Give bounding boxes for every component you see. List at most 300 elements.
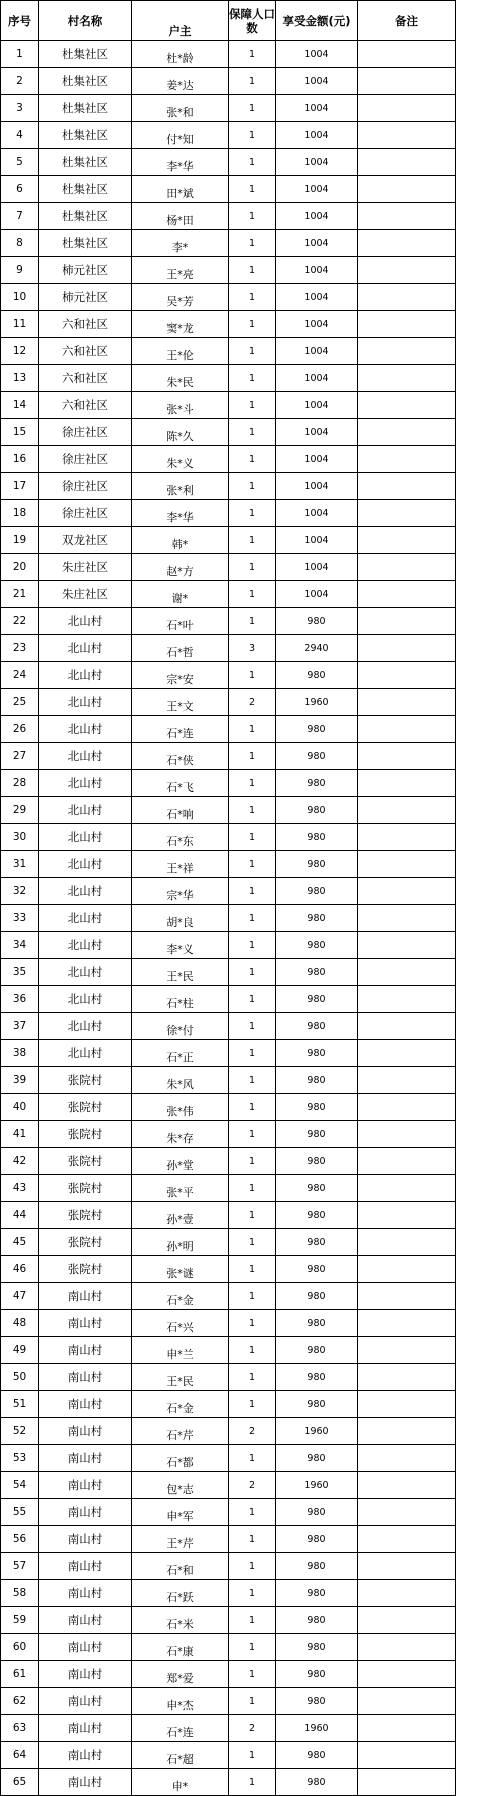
cell-village: 南山村 bbox=[39, 1688, 132, 1715]
cell-amount: 980 bbox=[276, 1607, 358, 1634]
header-index: 序号 bbox=[1, 1, 39, 41]
cell-population: 1 bbox=[229, 716, 276, 743]
table-row bbox=[1, 797, 456, 824]
cell-index: 7 bbox=[1, 203, 39, 230]
cell-amount: 1004 bbox=[276, 203, 358, 230]
cell-population: 1 bbox=[229, 1094, 276, 1121]
cell-village: 张院村 bbox=[39, 1202, 132, 1229]
table-row bbox=[1, 122, 456, 149]
cell-householder: 张*和 bbox=[132, 95, 229, 122]
cell-householder: 申*军 bbox=[132, 1499, 229, 1526]
cell-householder: 石*康 bbox=[132, 1634, 229, 1661]
table-row bbox=[1, 878, 456, 905]
cell-village: 杜集社区 bbox=[39, 95, 132, 122]
cell-amount: 980 bbox=[276, 878, 358, 905]
cell-amount: 1004 bbox=[276, 68, 358, 95]
table-header bbox=[1, 1, 456, 41]
cell-householder: 郑*爱 bbox=[132, 1661, 229, 1688]
cell-householder: 宗*安 bbox=[132, 662, 229, 689]
cell-village: 南山村 bbox=[39, 1661, 132, 1688]
table-row bbox=[1, 1553, 456, 1580]
table-row bbox=[1, 1202, 456, 1229]
cell-index: 61 bbox=[1, 1661, 39, 1688]
cell-village: 北山村 bbox=[39, 851, 132, 878]
cell-amount: 1004 bbox=[276, 95, 358, 122]
table-row bbox=[1, 203, 456, 230]
cell-householder: 吴*芳 bbox=[132, 284, 229, 311]
table-row bbox=[1, 95, 456, 122]
cell-village: 柿元社区 bbox=[39, 284, 132, 311]
cell-amount: 1004 bbox=[276, 473, 358, 500]
cell-householder: 石*都 bbox=[132, 1445, 229, 1472]
cell-index: 9 bbox=[1, 257, 39, 284]
cell-note bbox=[358, 1364, 456, 1391]
cell-note bbox=[358, 230, 456, 257]
cell-note bbox=[358, 1526, 456, 1553]
cell-note bbox=[358, 986, 456, 1013]
cell-householder: 石*叶 bbox=[132, 608, 229, 635]
cell-amount: 980 bbox=[276, 1148, 358, 1175]
cell-index: 62 bbox=[1, 1688, 39, 1715]
cell-population: 1 bbox=[229, 581, 276, 608]
table-row bbox=[1, 230, 456, 257]
table-row bbox=[1, 986, 456, 1013]
cell-index: 64 bbox=[1, 1742, 39, 1769]
cell-village: 北山村 bbox=[39, 824, 132, 851]
cell-population: 1 bbox=[229, 1769, 276, 1796]
cell-index: 56 bbox=[1, 1526, 39, 1553]
cell-note bbox=[358, 311, 456, 338]
table-row bbox=[1, 473, 456, 500]
cell-note bbox=[358, 203, 456, 230]
cell-householder: 王*民 bbox=[132, 959, 229, 986]
cell-amount: 980 bbox=[276, 1499, 358, 1526]
cell-population: 1 bbox=[229, 608, 276, 635]
cell-amount: 980 bbox=[276, 1391, 358, 1418]
cell-householder: 徐*付 bbox=[132, 1013, 229, 1040]
cell-householder: 石*跃 bbox=[132, 1580, 229, 1607]
cell-index: 21 bbox=[1, 581, 39, 608]
cell-village: 北山村 bbox=[39, 905, 132, 932]
cell-index: 41 bbox=[1, 1121, 39, 1148]
cell-village: 北山村 bbox=[39, 608, 132, 635]
cell-village: 南山村 bbox=[39, 1607, 132, 1634]
cell-amount: 980 bbox=[276, 932, 358, 959]
cell-householder: 石*连 bbox=[132, 1715, 229, 1742]
cell-index: 33 bbox=[1, 905, 39, 932]
cell-village: 双龙社区 bbox=[39, 527, 132, 554]
cell-householder: 石*侠 bbox=[132, 743, 229, 770]
table-row bbox=[1, 959, 456, 986]
cell-village: 北山村 bbox=[39, 716, 132, 743]
cell-population: 1 bbox=[229, 554, 276, 581]
cell-population: 1 bbox=[229, 905, 276, 932]
cell-note bbox=[358, 635, 456, 662]
cell-amount: 980 bbox=[276, 770, 358, 797]
table-row bbox=[1, 1040, 456, 1067]
table-row bbox=[1, 527, 456, 554]
cell-index: 15 bbox=[1, 419, 39, 446]
cell-note bbox=[358, 176, 456, 203]
cell-village: 朱庄社区 bbox=[39, 581, 132, 608]
cell-note bbox=[358, 1472, 456, 1499]
cell-village: 张院村 bbox=[39, 1229, 132, 1256]
cell-note bbox=[358, 662, 456, 689]
cell-index: 44 bbox=[1, 1202, 39, 1229]
cell-village: 南山村 bbox=[39, 1553, 132, 1580]
cell-householder: 石*兴 bbox=[132, 1310, 229, 1337]
cell-householder: 姜*达 bbox=[132, 68, 229, 95]
cell-amount: 1960 bbox=[276, 689, 358, 716]
cell-village: 六和社区 bbox=[39, 392, 132, 419]
cell-village: 南山村 bbox=[39, 1769, 132, 1796]
cell-population: 1 bbox=[229, 149, 276, 176]
cell-note bbox=[358, 1391, 456, 1418]
cell-village: 南山村 bbox=[39, 1634, 132, 1661]
table-row bbox=[1, 1742, 456, 1769]
cell-householder: 李* bbox=[132, 230, 229, 257]
cell-note bbox=[358, 959, 456, 986]
cell-amount: 1004 bbox=[276, 338, 358, 365]
cell-householder: 朱*存 bbox=[132, 1121, 229, 1148]
cell-index: 48 bbox=[1, 1310, 39, 1337]
cell-householder: 石*连 bbox=[132, 716, 229, 743]
table-row bbox=[1, 392, 456, 419]
cell-index: 36 bbox=[1, 986, 39, 1013]
cell-population: 1 bbox=[229, 41, 276, 68]
cell-population: 1 bbox=[229, 1283, 276, 1310]
cell-amount: 1960 bbox=[276, 1418, 358, 1445]
cell-householder: 李*华 bbox=[132, 149, 229, 176]
cell-population: 1 bbox=[229, 662, 276, 689]
cell-index: 2 bbox=[1, 68, 39, 95]
cell-index: 57 bbox=[1, 1553, 39, 1580]
cell-note bbox=[358, 1121, 456, 1148]
cell-village: 南山村 bbox=[39, 1715, 132, 1742]
cell-village: 北山村 bbox=[39, 1013, 132, 1040]
cell-householder: 申*兰 bbox=[132, 1337, 229, 1364]
cell-index: 53 bbox=[1, 1445, 39, 1472]
cell-amount: 980 bbox=[276, 986, 358, 1013]
cell-amount: 980 bbox=[276, 1283, 358, 1310]
cell-householder: 申* bbox=[132, 1769, 229, 1796]
cell-population: 1 bbox=[229, 1688, 276, 1715]
table-row bbox=[1, 41, 456, 68]
cell-index: 19 bbox=[1, 527, 39, 554]
cell-householder: 王*民 bbox=[132, 1364, 229, 1391]
cell-householder: 石*哲 bbox=[132, 635, 229, 662]
cell-village: 北山村 bbox=[39, 797, 132, 824]
cell-householder: 石*米 bbox=[132, 1607, 229, 1634]
cell-note bbox=[358, 797, 456, 824]
cell-note bbox=[358, 851, 456, 878]
cell-index: 16 bbox=[1, 446, 39, 473]
cell-amount: 1004 bbox=[276, 257, 358, 284]
cell-index: 5 bbox=[1, 149, 39, 176]
cell-population: 1 bbox=[229, 311, 276, 338]
cell-amount: 980 bbox=[276, 1742, 358, 1769]
cell-note bbox=[358, 257, 456, 284]
table-row bbox=[1, 1769, 456, 1796]
table-row bbox=[1, 1175, 456, 1202]
cell-population: 1 bbox=[229, 1256, 276, 1283]
cell-population: 2 bbox=[229, 1715, 276, 1742]
cell-population: 2 bbox=[229, 1472, 276, 1499]
cell-note bbox=[358, 41, 456, 68]
cell-village: 张院村 bbox=[39, 1067, 132, 1094]
cell-householder: 朱*民 bbox=[132, 365, 229, 392]
cell-amount: 1004 bbox=[276, 311, 358, 338]
cell-householder: 张*利 bbox=[132, 473, 229, 500]
cell-population: 1 bbox=[229, 1310, 276, 1337]
cell-amount: 1004 bbox=[276, 230, 358, 257]
cell-population: 1 bbox=[229, 1013, 276, 1040]
table-row bbox=[1, 1229, 456, 1256]
cell-note bbox=[358, 1661, 456, 1688]
cell-village: 张院村 bbox=[39, 1148, 132, 1175]
cell-population: 1 bbox=[229, 986, 276, 1013]
cell-population: 1 bbox=[229, 878, 276, 905]
cell-index: 63 bbox=[1, 1715, 39, 1742]
cell-village: 杜集社区 bbox=[39, 68, 132, 95]
cell-index: 11 bbox=[1, 311, 39, 338]
cell-amount: 980 bbox=[276, 1769, 358, 1796]
cell-note bbox=[358, 1013, 456, 1040]
cell-village: 张院村 bbox=[39, 1121, 132, 1148]
cell-population: 1 bbox=[229, 419, 276, 446]
cell-amount: 980 bbox=[276, 1310, 358, 1337]
cell-population: 1 bbox=[229, 797, 276, 824]
cell-village: 南山村 bbox=[39, 1499, 132, 1526]
cell-index: 42 bbox=[1, 1148, 39, 1175]
cell-note bbox=[358, 1553, 456, 1580]
cell-note bbox=[358, 284, 456, 311]
cell-index: 46 bbox=[1, 1256, 39, 1283]
cell-village: 北山村 bbox=[39, 635, 132, 662]
cell-amount: 980 bbox=[276, 743, 358, 770]
cell-village: 杜集社区 bbox=[39, 230, 132, 257]
cell-amount: 980 bbox=[276, 959, 358, 986]
cell-householder: 陈*久 bbox=[132, 419, 229, 446]
cell-population: 1 bbox=[229, 1364, 276, 1391]
cell-index: 35 bbox=[1, 959, 39, 986]
cell-amount: 1004 bbox=[276, 446, 358, 473]
cell-village: 杜集社区 bbox=[39, 203, 132, 230]
cell-index: 60 bbox=[1, 1634, 39, 1661]
cell-index: 25 bbox=[1, 689, 39, 716]
cell-village: 北山村 bbox=[39, 959, 132, 986]
cell-population: 1 bbox=[229, 1499, 276, 1526]
cell-note bbox=[358, 1094, 456, 1121]
cell-index: 51 bbox=[1, 1391, 39, 1418]
table-row bbox=[1, 176, 456, 203]
cell-village: 柿元社区 bbox=[39, 257, 132, 284]
cell-index: 29 bbox=[1, 797, 39, 824]
table-row bbox=[1, 1634, 456, 1661]
cell-village: 南山村 bbox=[39, 1418, 132, 1445]
cell-note bbox=[358, 743, 456, 770]
cell-index: 23 bbox=[1, 635, 39, 662]
cell-amount: 980 bbox=[276, 1094, 358, 1121]
table-row bbox=[1, 689, 456, 716]
cell-note bbox=[358, 1688, 456, 1715]
cell-index: 32 bbox=[1, 878, 39, 905]
cell-note bbox=[358, 1067, 456, 1094]
cell-householder: 包*志 bbox=[132, 1472, 229, 1499]
cell-population: 1 bbox=[229, 1391, 276, 1418]
table-row bbox=[1, 284, 456, 311]
cell-village: 张院村 bbox=[39, 1094, 132, 1121]
cell-village: 南山村 bbox=[39, 1364, 132, 1391]
cell-householder: 张*谜 bbox=[132, 1256, 229, 1283]
cell-amount: 980 bbox=[276, 662, 358, 689]
cell-amount: 980 bbox=[276, 797, 358, 824]
cell-amount: 980 bbox=[276, 1445, 358, 1472]
cell-index: 22 bbox=[1, 608, 39, 635]
cell-note bbox=[358, 68, 456, 95]
cell-population: 1 bbox=[229, 68, 276, 95]
cell-note bbox=[358, 1418, 456, 1445]
cell-note bbox=[358, 1445, 456, 1472]
cell-index: 3 bbox=[1, 95, 39, 122]
cell-index: 59 bbox=[1, 1607, 39, 1634]
cell-population: 1 bbox=[229, 176, 276, 203]
cell-note bbox=[358, 392, 456, 419]
cell-index: 31 bbox=[1, 851, 39, 878]
cell-note bbox=[358, 878, 456, 905]
cell-note bbox=[358, 905, 456, 932]
cell-index: 27 bbox=[1, 743, 39, 770]
cell-amount: 1004 bbox=[276, 581, 358, 608]
cell-householder: 石*和 bbox=[132, 1553, 229, 1580]
table-row bbox=[1, 500, 456, 527]
cell-amount: 980 bbox=[276, 1202, 358, 1229]
table-body bbox=[1, 41, 456, 1796]
table-row bbox=[1, 419, 456, 446]
cell-note bbox=[358, 932, 456, 959]
cell-note bbox=[358, 1229, 456, 1256]
table-row bbox=[1, 1310, 456, 1337]
cell-householder: 石*东 bbox=[132, 824, 229, 851]
cell-village: 北山村 bbox=[39, 662, 132, 689]
cell-amount: 1004 bbox=[276, 41, 358, 68]
cell-index: 45 bbox=[1, 1229, 39, 1256]
cell-householder: 韩* bbox=[132, 527, 229, 554]
cell-village: 北山村 bbox=[39, 1040, 132, 1067]
cell-amount: 1004 bbox=[276, 284, 358, 311]
table-row bbox=[1, 905, 456, 932]
cell-population: 1 bbox=[229, 1337, 276, 1364]
cell-village: 南山村 bbox=[39, 1445, 132, 1472]
cell-village: 北山村 bbox=[39, 743, 132, 770]
table-row bbox=[1, 635, 456, 662]
table-row bbox=[1, 1283, 456, 1310]
cell-population: 1 bbox=[229, 1607, 276, 1634]
table-row bbox=[1, 338, 456, 365]
cell-index: 65 bbox=[1, 1769, 39, 1796]
cell-amount: 1960 bbox=[276, 1715, 358, 1742]
table-row bbox=[1, 365, 456, 392]
header-amount: 享受金额(元) bbox=[276, 1, 358, 41]
cell-householder: 朱*义 bbox=[132, 446, 229, 473]
cell-note bbox=[358, 770, 456, 797]
cell-population: 1 bbox=[229, 1175, 276, 1202]
cell-population: 1 bbox=[229, 1553, 276, 1580]
cell-village: 北山村 bbox=[39, 878, 132, 905]
cell-population: 1 bbox=[229, 1229, 276, 1256]
cell-population: 1 bbox=[229, 1445, 276, 1472]
cell-population: 1 bbox=[229, 1040, 276, 1067]
cell-population: 1 bbox=[229, 338, 276, 365]
cell-population: 2 bbox=[229, 689, 276, 716]
cell-note bbox=[358, 473, 456, 500]
table-row bbox=[1, 1256, 456, 1283]
cell-village: 张院村 bbox=[39, 1175, 132, 1202]
cell-note bbox=[358, 149, 456, 176]
table-row bbox=[1, 68, 456, 95]
table-row bbox=[1, 743, 456, 770]
cell-householder: 申*杰 bbox=[132, 1688, 229, 1715]
cell-index: 30 bbox=[1, 824, 39, 851]
cell-population: 1 bbox=[229, 824, 276, 851]
cell-population: 1 bbox=[229, 446, 276, 473]
table-row bbox=[1, 1337, 456, 1364]
cell-village: 南山村 bbox=[39, 1526, 132, 1553]
cell-village: 徐庄社区 bbox=[39, 473, 132, 500]
cell-population: 1 bbox=[229, 1148, 276, 1175]
cell-index: 4 bbox=[1, 122, 39, 149]
table-row bbox=[1, 1094, 456, 1121]
table-row bbox=[1, 770, 456, 797]
cell-householder: 宗*华 bbox=[132, 878, 229, 905]
cell-note bbox=[358, 581, 456, 608]
table-row bbox=[1, 1526, 456, 1553]
cell-note bbox=[358, 419, 456, 446]
cell-population: 1 bbox=[229, 365, 276, 392]
cell-note bbox=[358, 338, 456, 365]
cell-population: 1 bbox=[229, 500, 276, 527]
cell-village: 南山村 bbox=[39, 1337, 132, 1364]
cell-note bbox=[358, 1580, 456, 1607]
table-row bbox=[1, 1688, 456, 1715]
cell-householder: 窦*龙 bbox=[132, 311, 229, 338]
cell-index: 1 bbox=[1, 41, 39, 68]
cell-note bbox=[358, 1634, 456, 1661]
table-row bbox=[1, 446, 456, 473]
table-row bbox=[1, 1607, 456, 1634]
header-village: 村名称 bbox=[39, 1, 132, 41]
cell-householder: 石*飞 bbox=[132, 770, 229, 797]
cell-index: 38 bbox=[1, 1040, 39, 1067]
cell-index: 12 bbox=[1, 338, 39, 365]
cell-householder: 杜*龄 bbox=[132, 41, 229, 68]
cell-amount: 1004 bbox=[276, 392, 358, 419]
table-row bbox=[1, 716, 456, 743]
cell-population: 1 bbox=[229, 203, 276, 230]
cell-note bbox=[358, 1040, 456, 1067]
cell-village: 杜集社区 bbox=[39, 176, 132, 203]
cell-note bbox=[358, 365, 456, 392]
cell-village: 徐庄社区 bbox=[39, 446, 132, 473]
cell-amount: 980 bbox=[276, 851, 358, 878]
cell-index: 55 bbox=[1, 1499, 39, 1526]
cell-householder: 田*斌 bbox=[132, 176, 229, 203]
cell-village: 朱庄社区 bbox=[39, 554, 132, 581]
cell-amount: 980 bbox=[276, 1553, 358, 1580]
cell-population: 1 bbox=[229, 1742, 276, 1769]
cell-index: 26 bbox=[1, 716, 39, 743]
cell-householder: 石*响 bbox=[132, 797, 229, 824]
